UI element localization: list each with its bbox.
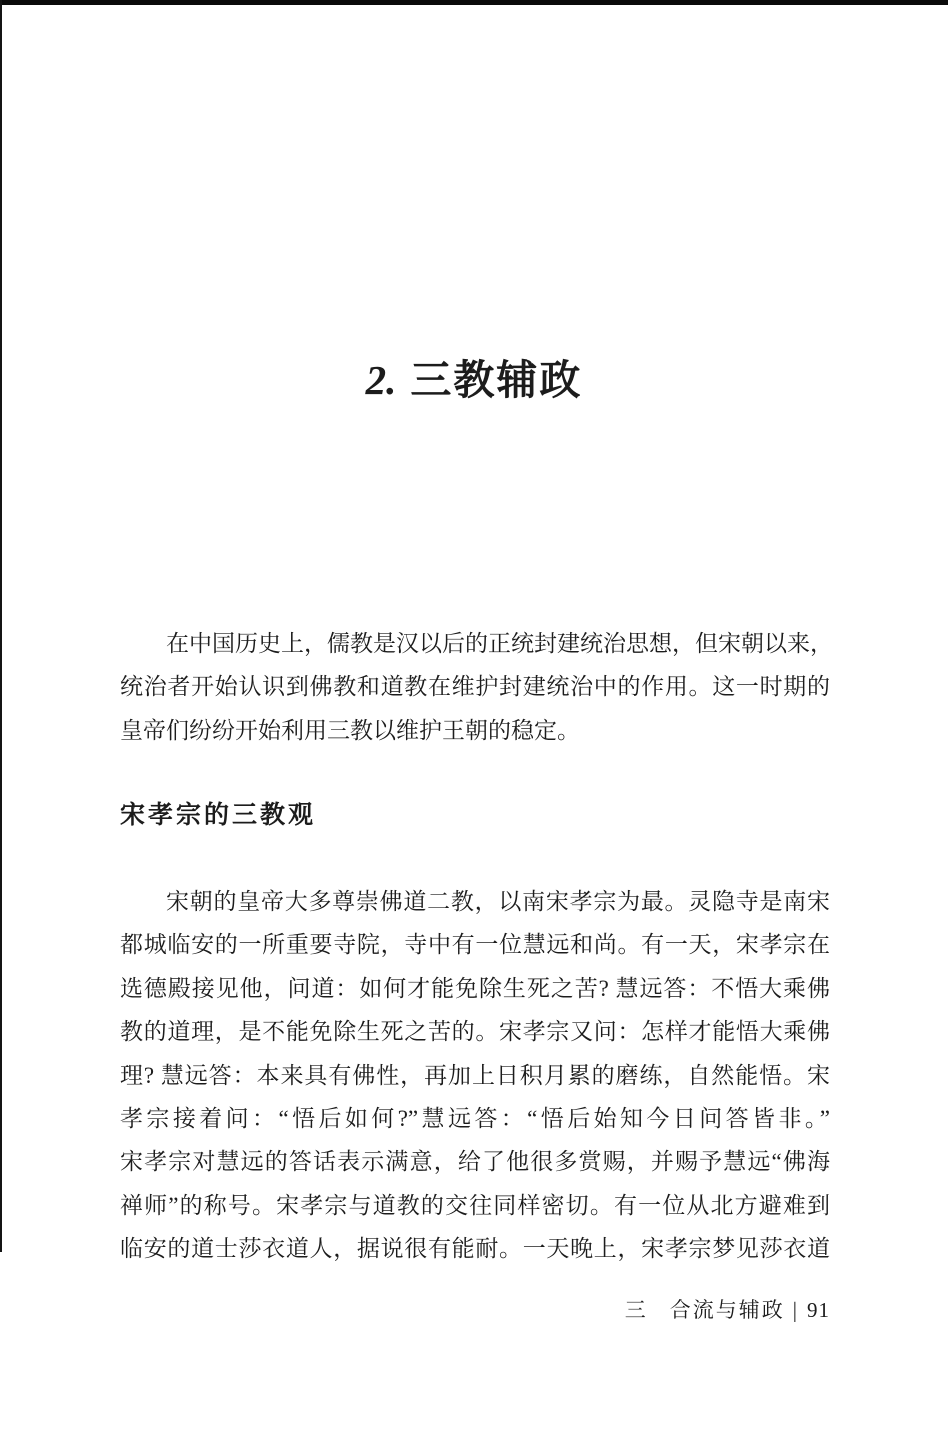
paragraph-line: 皇帝们纷纷开始利用三教以维护王朝的稳定。 xyxy=(120,717,580,743)
paragraph-line: 宋朝的皇帝大多尊崇佛道二教，以南宋孝宗为最。灵隐寺是南宋 xyxy=(166,889,830,914)
footer-part-title: 合流与辅政 xyxy=(669,1298,785,1322)
paragraph-line: 临安的道士莎衣道人，据说很有能耐。一天晚上，宋孝宗梦见莎衣道 xyxy=(120,1236,830,1262)
footer-part-number: 三 xyxy=(624,1298,648,1322)
paragraph-line: 在中国历史上，儒教是汉以后的正统封建统治思想，但宋朝以来， xyxy=(166,631,833,656)
scan-edge-top xyxy=(0,0,948,5)
paragraph-line: 禅师”的称号。宋孝宗与道教的交往同样密切。有一位从北方避难到 xyxy=(120,1192,830,1218)
paragraph-line: 宋孝宗对慧远的答话表示满意，给了他很多赏赐，并赐予慧远“佛海 xyxy=(120,1149,830,1175)
page-footer xyxy=(625,1294,830,1326)
chapter-title-text: 三教辅政 xyxy=(410,357,583,403)
paragraph-line: 理? 慧远答：本来具有佛性，再加上日积月累的磨练，自然能悟。宋 xyxy=(120,1062,830,1088)
footer-page-number: 91 xyxy=(807,1298,830,1322)
section-heading: 宋孝宗的三教观 xyxy=(120,802,317,829)
paragraph-line: 选德殿接见他，问道：如何才能免除生死之苦? 慧远答：不悟大乘佛 xyxy=(120,975,830,1001)
paragraph-line: 统治者开始认识到佛教和道教在维护封建统治中的作用。这一时期的 xyxy=(120,674,830,700)
footer-divider: | xyxy=(792,1297,799,1323)
main-paragraph xyxy=(120,880,830,1271)
intro-paragraph xyxy=(120,622,833,752)
chapter-number: 2. xyxy=(365,357,397,403)
paragraph-line: 都城临安的一所重要寺院，寺中有一位慧远和尚。有一天，宋孝宗在 xyxy=(120,932,830,958)
paragraph-line: 孝宗接着问：“悟后如何?”慧远答：“悟后始知今日问答皆非。” xyxy=(120,1105,830,1131)
paragraph-line: 教的道理，是不能免除生死之苦的。宋孝宗又问：怎样才能悟大乘佛 xyxy=(120,1019,830,1045)
scan-edge-left xyxy=(0,0,2,1252)
chapter-title xyxy=(0,352,948,408)
